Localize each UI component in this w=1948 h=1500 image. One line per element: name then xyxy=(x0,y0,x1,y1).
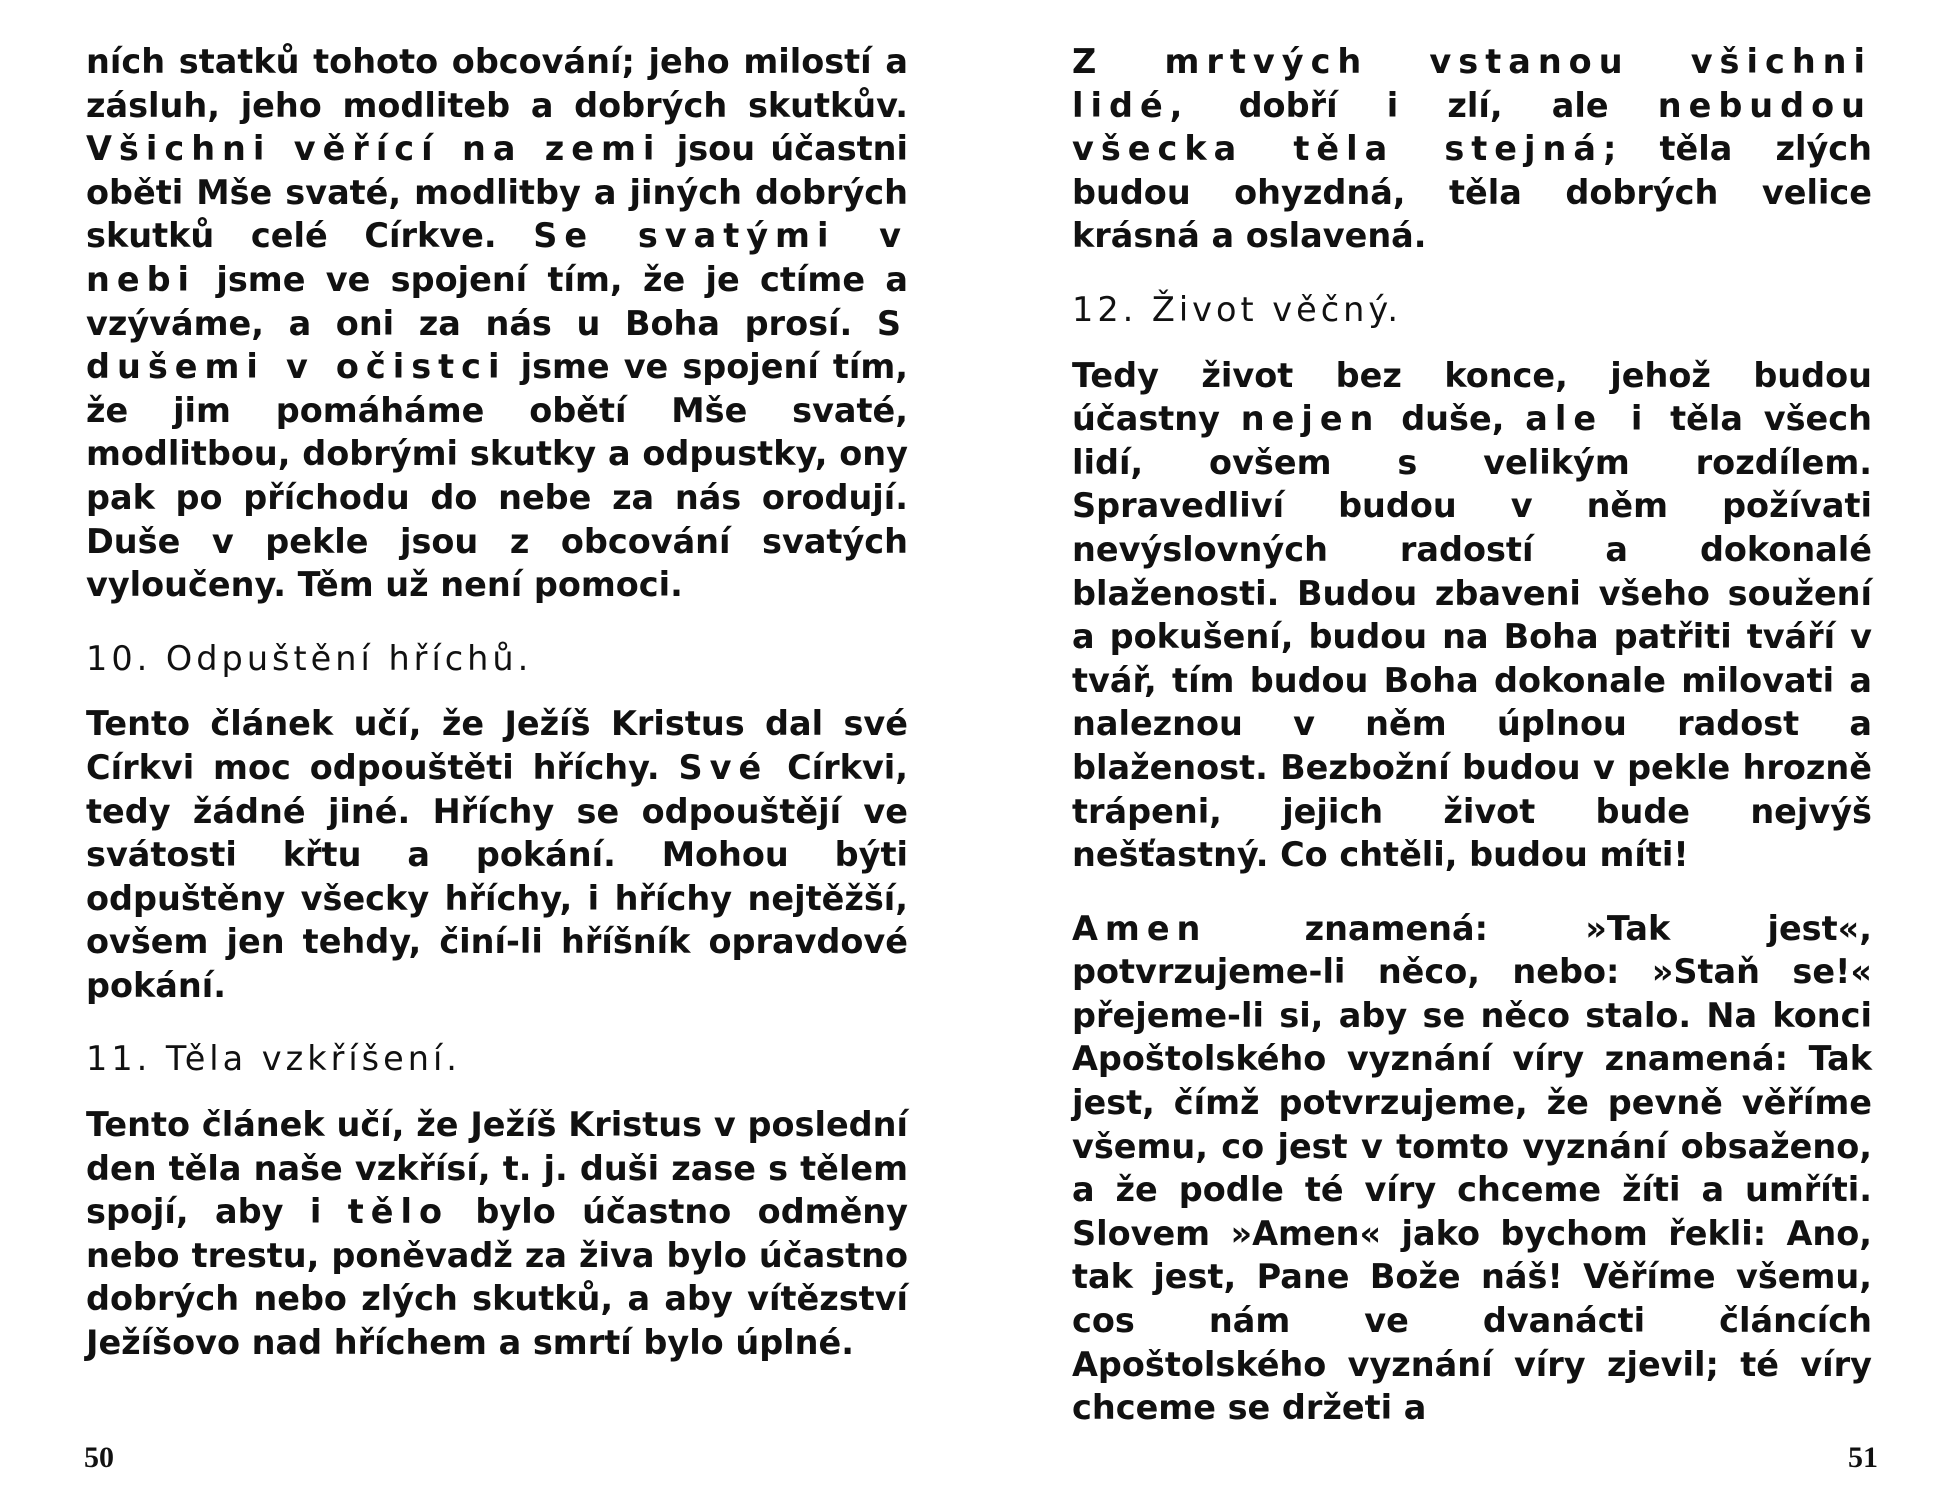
spaced-emphasis: Se svatými v nebi xyxy=(86,216,908,299)
text-run: Tento článek učí, že Ježíš Kristus v poslední den těla naše vzkřísí, t. j. duši zase s tělem spojí, aby i xyxy=(86,1105,908,1232)
spaced-emphasis: Amen xyxy=(1072,908,1208,948)
text-run: jsme ve spojení tím, že je ctíme a vzýváme, a oni za nás u Boha prosí. xyxy=(86,259,908,343)
spaced-emphasis: Z mrtvých vstanou všichni lidé, xyxy=(1072,42,1872,125)
spaced-emphasis: ale i xyxy=(1525,399,1650,439)
section-10-paragraph xyxy=(86,702,908,1007)
text-run: jsme ve spojení tím, že jim pomáháme obětí Mše svaté, modlitbou, dobrými skutky a odpustky, ony pak po příchodu do nebe za nás orodují. Duše v pekle jsou z obcování svatých vyloučeny. Těm už není pomoci. xyxy=(86,347,908,605)
spaced-emphasis: Všichni věřící na zemi xyxy=(86,129,662,169)
text-run: ních statků tohoto obcování; jeho milostí a zásluh, jeho modliteb a dobrých skutkův. xyxy=(86,42,908,125)
resurrection-paragraph xyxy=(1072,40,1872,258)
text-run: jsou účastni oběti Mše svaté, modlitby a jiných dobrých skutků celé Církve. xyxy=(86,129,908,256)
left-text-column xyxy=(86,40,908,1365)
page-number: 50 xyxy=(84,1441,114,1474)
right-page xyxy=(974,0,1948,1500)
text-run: Tento článek učí, že Ježíš Kristus dal své Církvi moc odpouštěti hříchy. xyxy=(86,704,908,787)
text-run: bylo účastno odměny nebo trestu, poněvadž za živa bylo účastno dobrých nebo zlých skutků, a aby vítězství Ježíšovo nad hříchem a smrtí bylo úplné. xyxy=(86,1192,908,1363)
section-10-heading: 10. Odpuštění hříchů. xyxy=(86,638,533,678)
spaced-emphasis: Své xyxy=(678,747,769,787)
text-run: znamená: »Tak jest«, potvrzujeme-li něco, nebo: »Staň se!« přejeme-li si, aby se něco stalo. Na konci Apoštolského vyznání víry znamená: Tak jest, čímž potvrzujeme, že pevně věříme všemu, co jest v tomto vyznání obsaženo, a že podle té víry chceme žíti a umříti. Slovem »Amen« jako bychom řekli: Ano, tak jest, Pane Bože náš! Věříme všemu, cos nám ve dvanácti článcích Apoštolského vyznání víry zjevil; té víry chceme se držeti a xyxy=(1072,908,1872,1428)
spaced-emphasis: tělo xyxy=(347,1192,449,1232)
spaced-emphasis: nebudou všecka těla stejná xyxy=(1072,85,1872,169)
text-run: duše, xyxy=(1380,399,1526,439)
text-run: těla všech lidí, ovšem s velikým rozdílem. Spravedliví budou v něm požívati nevýslovných radostí a dokonalé blaženosti. Budou zbaveni všeho soužení a pokušení, budou na Boha patřiti tváří v tvář, tím budou Boha dokonale milovati a naleznou v něm úplnou radost a blaženost. Bezbožní budou v pekle hrozně trápeni, jejich život bude nejvýš nešťastný. Co chtěli, budou míti! xyxy=(1072,399,1872,875)
section-11-paragraph xyxy=(86,1103,908,1365)
right-text-column xyxy=(1072,40,1872,1430)
text-run: Církvi, tedy žádné jiné. Hříchy se odpouštějí ve svátosti křtu a pokání. Mohou býti odpuštěny všecky hříchy, i hříchy nejtěžší, ovšem jen tehdy, činí-li hříšník opravdové pokání. xyxy=(86,747,908,1005)
section-12-heading: 12. Život věčný. xyxy=(1072,289,1403,329)
section-11-heading: 11. Těla vzkříšení. xyxy=(86,1039,461,1079)
text-run: dobří i zlí, ale xyxy=(1189,85,1658,125)
spaced-emphasis: S dušemi v očistci xyxy=(86,303,908,387)
section-12-paragraph xyxy=(1072,354,1872,877)
spaced-emphasis: nejen xyxy=(1240,399,1381,439)
text-run: Tedy život bez konce, jehož budou účastny xyxy=(1072,355,1872,439)
amen-paragraph xyxy=(1072,907,1872,1430)
communion-of-saints-paragraph xyxy=(86,40,908,607)
text-run: ; těla zlých budou ohyzdná, těla dobrých velice krásná a oslavená. xyxy=(1072,129,1872,256)
page-number: 51 xyxy=(1848,1441,1878,1474)
